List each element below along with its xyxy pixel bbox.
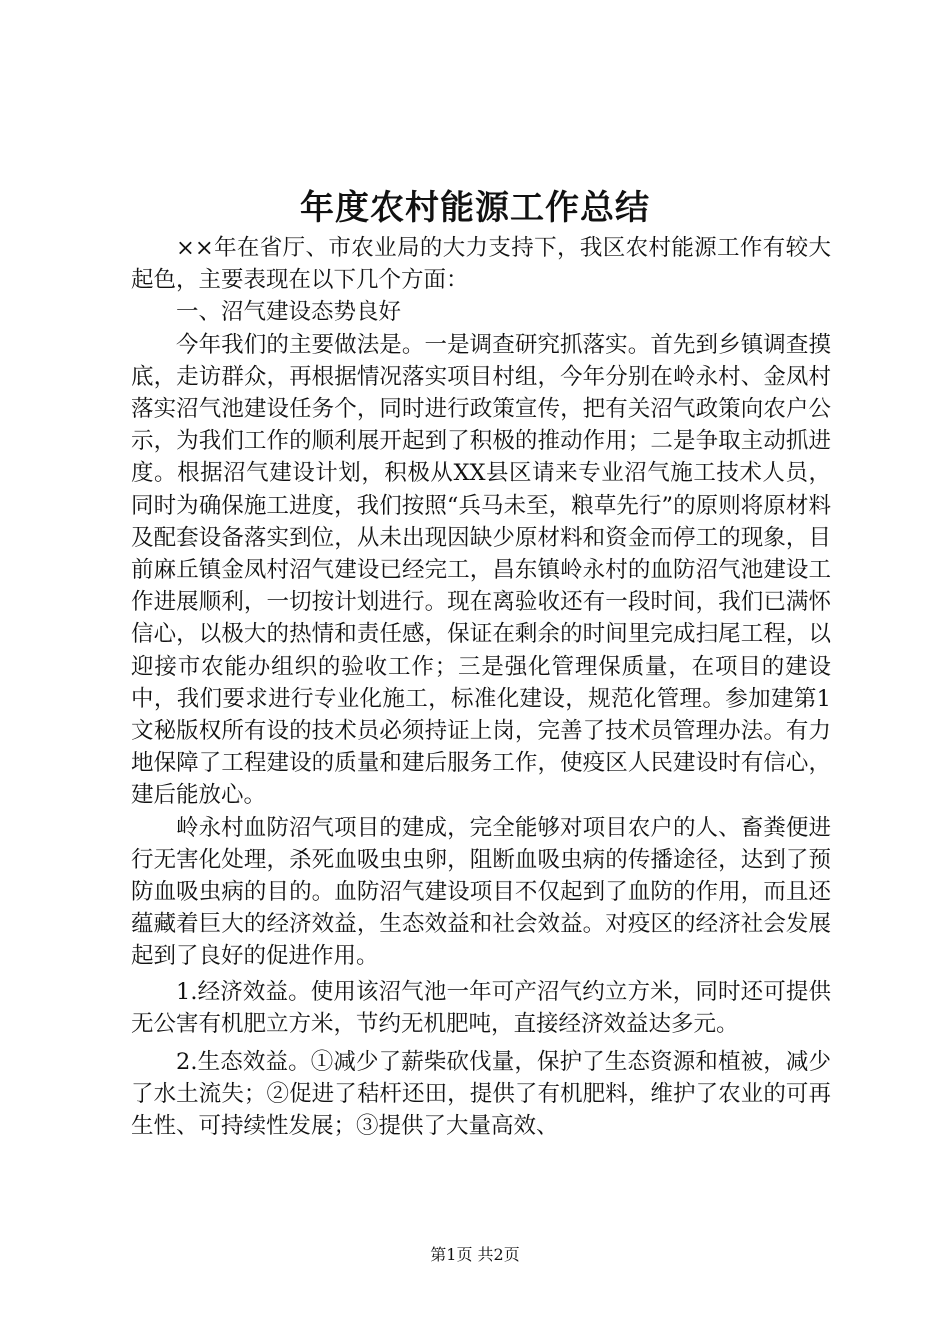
body-paragraph: 岭永村血防沼气项目的建成，完全能够对项目农户的人、畜粪便进行无害化处理，杀死血吸虫虫卵，阻断血吸虫病的传播途径，达到了预防血吸虫病的目的。血防沼气建设项目不仅起到了血防的作用，而且还蕴藏着巨大的经济效益，生态效益和社会效益。对疫区的经济社会发展起到了良好的促进作用。 [131, 814, 831, 970]
list-item-economic: 1.经济效益。使用该沼气池一年可产沼气约立方米，同时还可提供无公害有机肥立方米，节约无机肥吨，直接经济效益达多元。 [131, 978, 831, 1037]
document-body [131, 232, 831, 1143]
page-number: 第1页 共2页 [430, 1245, 520, 1264]
list-item-ecological: 2.生态效益。①减少了薪柴砍伐量，保护了生态资源和植被，减少了水土流失；②促进了秸杆还田，提供了有机肥料，维护了农业的可再生性、可持续性发展；③提供了大量高效、 [131, 1049, 831, 1140]
document-title: 年度农村能源工作总结 [300, 188, 650, 228]
intro-paragraph: ××年在省厅、市农业局的大力支持下，我区农村能源工作有较大起色，主要表现在以下几个方面： [131, 235, 831, 294]
section-heading: 一、沼气建设态势良好 [176, 299, 402, 326]
body-paragraph: 今年我们的主要做法是。一是调查研究抓落实。首先到乡镇调查摸底，走访群众，再根据情况落实项目村组，今年分别在岭永村、金凤村落实沼气池建设任务个，同时进行政策宣传，把有关沼气政策向农户公示，为我们工作的顺利展开起到了积极的推动作用；二是争取主动抓进度。根据沼气建设计划，积极从XX县区请来专业沼气施工技术人员，同时为确保施工进度，我们按照“兵马未至，粮草先行”的原则将原材料及配套设备落实到位，从未出现因缺少原材料和资金而停工的现象，目前麻丘镇金凤村沼气建设已经完工，昌东镇岭永村的血防沼气池建设工作进展顺利，一切按计划进行。现在离验收还有一段时间，我们已满怀信心，以极大的热情和责任感，保证在剩余的时间里完成扫尾工程，以迎接市农能办组织的验收工作；三是强化管理保质量，在项目的建设中，我们要求进行专业化施工，标准化建设，规范化管理。参加建第1文秘版权所有设的技术员必须持证上岗，完善了技术员管理办法。有力地保障了工程建设的质量和建后服务工作，使疫区人民建设时有信心，建后能放心。 [131, 331, 831, 809]
